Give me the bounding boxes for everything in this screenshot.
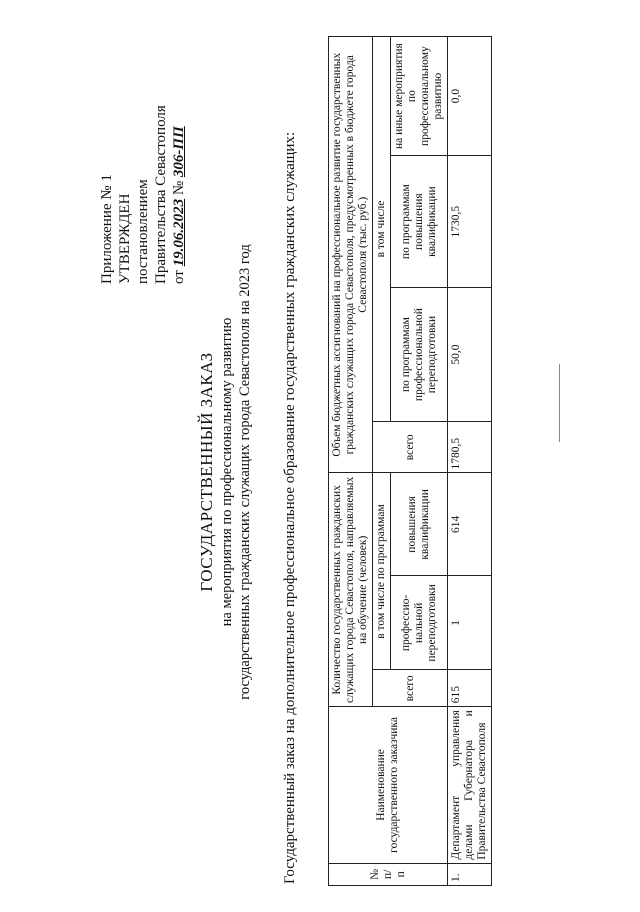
header-count-qual: повышения квалификации	[391, 473, 448, 576]
cell-num: 1.	[448, 863, 492, 885]
approval-stamp	[98, 54, 188, 284]
document-title: ГОСУДАРСТВЕННЫЙ ЗАКАЗ	[197, 352, 216, 592]
date-number-line	[170, 54, 188, 284]
cell-budget-other: 0,0	[448, 37, 492, 156]
cell-budget-total: 1780,5	[448, 422, 492, 473]
resolution-label: постановлением	[135, 179, 151, 284]
order-table	[328, 36, 492, 886]
header-customer: Наименование государственного заказчика	[329, 707, 448, 863]
approved-label: УТВЕРЖДЕН	[117, 193, 133, 284]
header-budget-retrain: по программам профессиональной переподготовки	[391, 288, 448, 422]
header-budget-incl: в том числе	[373, 37, 391, 422]
cell-budget-retrain: 50,0	[448, 288, 492, 422]
government-label: Правительства Севастополя	[153, 105, 169, 284]
cell-count-retrain: 1	[448, 576, 492, 670]
intro-paragraph: Государственный заказ на дополнительное профессиональное образование государственных гражданских служащих:	[282, 131, 298, 884]
header-budget-qual: по программам повышения квалификации	[391, 156, 448, 288]
cell-budget-qual: 1730,5	[448, 156, 492, 288]
header-num: № п/п	[329, 863, 448, 885]
scan-artifact-line	[559, 364, 560, 442]
document-subtitle-1: на мероприятия по профессиональному развитию	[219, 317, 235, 627]
document-subtitle-2: государственных гражданских служащих города Севастополя на 2023 год	[237, 244, 253, 700]
table-row	[448, 37, 492, 886]
date-prefix: от	[171, 270, 187, 284]
header-budget-total: всего	[373, 422, 448, 473]
handwritten-number: 306-ПП	[171, 126, 187, 178]
cell-customer: Департамент управления делами Губернатора и Правительства Севастополя	[448, 707, 492, 863]
title-block	[196, 92, 254, 852]
header-count-incl: в том числе по программам	[373, 473, 391, 670]
handwritten-date: 19.06.2023	[171, 198, 187, 267]
header-budget-group: Объем бюджетных ассигнований на профессиональное развитие государственных гражданских служащих города Севастополя, предусмотренных в бюджете города Севастополя (тыс. руб.)	[329, 37, 373, 473]
header-count-retrain: профессио-нальной переподготовки	[391, 576, 448, 670]
header-count-total: всего	[373, 670, 448, 707]
header-budget-other: на иные мероприятия по профессиональному развитию	[391, 37, 448, 156]
cell-count-total: 615	[448, 670, 492, 707]
cell-count-qual: 614	[448, 473, 492, 576]
header-count-group: Количество государственных гражданских служащих города Севастополя, направляемых на обучение (человек)	[329, 473, 373, 707]
number-prefix: №	[171, 180, 187, 196]
appendix-number: Приложение № 1	[99, 174, 115, 284]
